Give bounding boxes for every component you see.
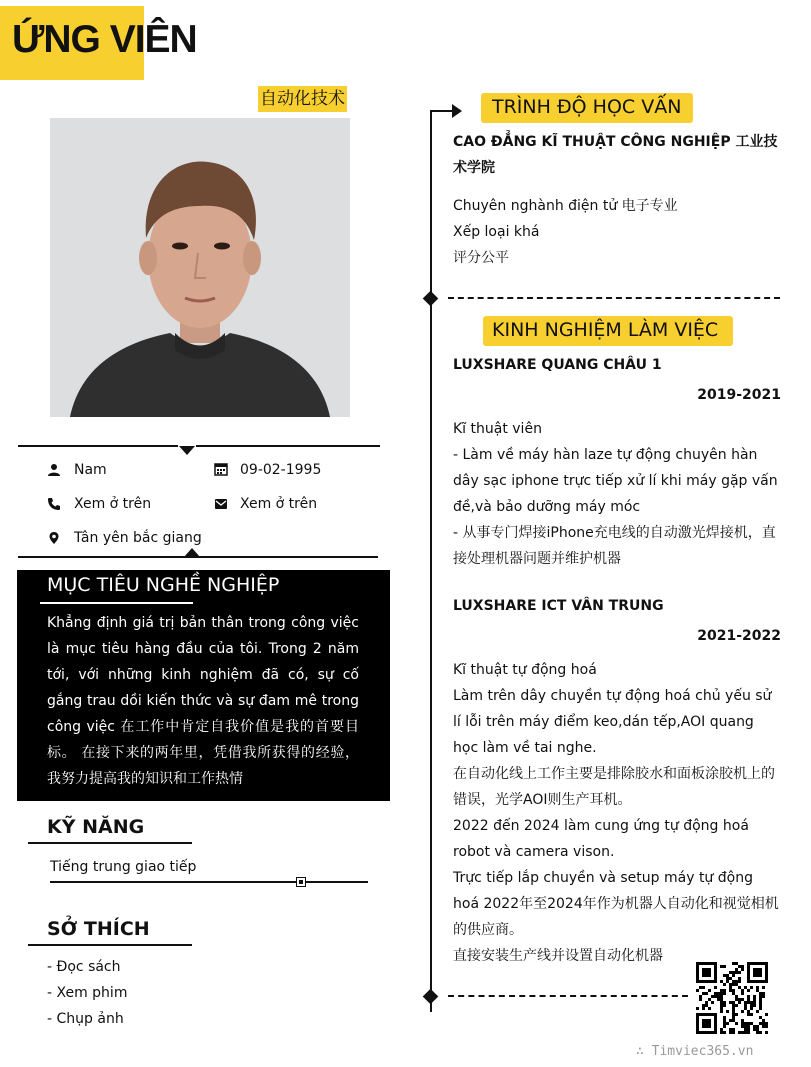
timeline-arrow-icon: [452, 104, 462, 118]
section-dashed-divider: [448, 297, 780, 299]
candidate-photo: [50, 118, 350, 417]
divider-arrow-down: [179, 446, 195, 455]
objective-title: MỤC TIÊU NGHỀ NGHIỆP: [47, 574, 280, 596]
address-value: Tân yên bắc giang: [74, 530, 202, 546]
education-details: [453, 193, 783, 271]
watermark: ∴ Timviec365.vn: [636, 1044, 754, 1059]
timeline-line: [430, 112, 432, 1012]
objective-underline: [40, 602, 193, 604]
birthday-value: 09-02-1995: [240, 462, 322, 478]
hobbies-title: SỞ THÍCH: [47, 918, 150, 940]
email-icon: [214, 496, 228, 515]
phone-value: Xem ở trên: [74, 496, 152, 512]
job-title: 自动化技术: [258, 86, 347, 112]
job-period: 2021-2022: [697, 628, 781, 644]
location-icon: [47, 530, 61, 549]
hobbies-underline: [28, 944, 192, 946]
user-icon: [47, 462, 61, 481]
hobby-item: - Xem phim: [47, 985, 128, 1001]
education-line: Xếp loại khá: [453, 224, 540, 240]
skill-name: Tiếng trung giao tiếp: [50, 859, 197, 875]
contact-divider-top-left: [18, 445, 178, 447]
phone-icon: [47, 496, 61, 515]
job-period: 2019-2021: [697, 387, 781, 403]
qr-code-image: [696, 962, 768, 1034]
job-company: LUXSHARE QUANG CHÂU 1: [453, 357, 662, 373]
timeline-diamond: [423, 989, 439, 1005]
education-line: 评分公平: [453, 250, 509, 266]
hobbies-list: [47, 954, 127, 1032]
section-dashed-divider: [448, 995, 688, 997]
calendar-icon: [214, 461, 228, 480]
skill-level-marker: [296, 877, 306, 887]
education-line: Chuyên nghành điện tử 电子专业: [453, 198, 678, 214]
gender-value: Nam: [74, 462, 107, 478]
hobby-item: - Chụp ảnh: [47, 1011, 124, 1027]
skills-title: KỸ NĂNG: [47, 816, 145, 838]
skill-level-bar: [50, 875, 368, 891]
contact-divider-bottom: [18, 556, 378, 558]
contact-divider-top-right: [196, 445, 380, 447]
job-description: Kĩ thuật tự động hoá Làm trên dây chuyền tự động hoá chủ yếu sử lí lỗi trên máy điểm keo,dán tếp,AOI quang học làm về tai nghe. 在自动化线上工作主要是排除胶水和面板涂胶机上的错误，光学AOI则生产耳机。 2022 đến 2024 làm cung ứng tự động hoá robot và camera vison. Trực tiếp lắp chuyền và setup máy tự động hoá 2022年至2024年作为机器人自动化和视觉相机的供应商。 直接安装生产线并设置自动化机器: [453, 662, 779, 964]
candidate-name: ỨNG VIÊN: [12, 18, 197, 61]
objective-text: Khẳng định giá trị bản thân trong công việc là mục tiêu hàng đầu của tôi. Trong 2 năm tới, với những kinh nghiệm đã có, sự cố gắng trau dồi kiến thức và sự đam mê trong công việc 在工作中肯定自我价值是我的首要目标。 在接下来的两年里，凭借我所获得的经验，我努力提高我的知识和工作热情: [47, 615, 359, 787]
skills-underline: [28, 842, 192, 844]
portrait-image: [50, 118, 350, 417]
email-value: Xem ở trên: [240, 496, 318, 512]
job-company: LUXSHARE ICT VÂN TRUNG: [453, 598, 664, 614]
education-title: TRÌNH ĐỘ HỌC VẤN: [492, 96, 682, 118]
education-school: CAO ĐẲNG KĨ THUẬT CÔNG NGHIỆP 工业技术学院: [453, 134, 778, 176]
experience-title: KINH NGHIỆM LÀM VIỆC: [492, 319, 719, 341]
timeline-arrow-stem: [430, 110, 452, 112]
hobby-item: - Đọc sách: [47, 959, 121, 975]
timeline-diamond: [423, 291, 439, 307]
qr-code: [696, 962, 768, 1034]
skill-bar-track: [50, 881, 368, 883]
job-description: Kĩ thuật viên - Làm về máy hàn laze tự động chuyên hàn dây sạc iphone trực tiếp xử lí khi máy gặp vấn đề,và bảo dưỡng máy móc - 从事专门焊接iPhone充电线的自动激光焊接机，直接处理机器问题并维护机器: [453, 421, 778, 567]
